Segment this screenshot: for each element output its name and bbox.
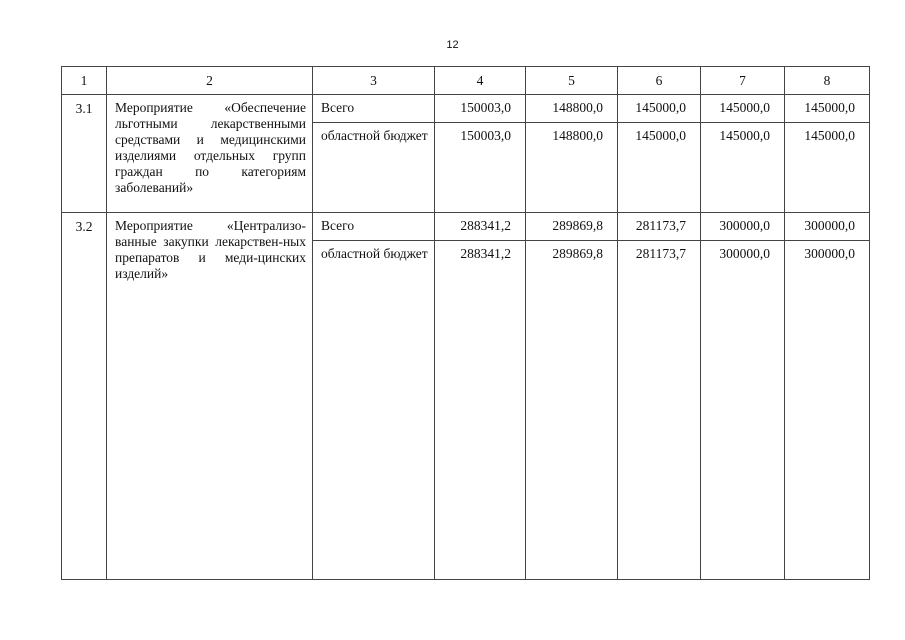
value-cell: 145000,0 bbox=[618, 95, 701, 123]
value-cell: 145000,0 bbox=[785, 95, 870, 123]
value-cell: 145000,0 bbox=[701, 123, 785, 213]
value-cell: 288341,2 bbox=[435, 213, 526, 241]
col-header-6: 6 bbox=[618, 67, 701, 95]
funding-source: Всего bbox=[313, 213, 435, 241]
row-number: 3.2 bbox=[62, 213, 107, 287]
value-cell: 300000,0 bbox=[701, 213, 785, 241]
row-description: Мероприятие «Обеспечение льготными лекарственными средствами и медицинскими изделиями отдельных групп граждан по категориям заболеваний» bbox=[107, 95, 313, 213]
col-header-8: 8 bbox=[785, 67, 870, 95]
table-row bbox=[62, 213, 870, 241]
row-description: Мероприятие «Централизо-ванные закупки лекарствен-ных препаратов и меди-цинских изделий» bbox=[107, 213, 313, 287]
value-cell: 145000,0 bbox=[701, 95, 785, 123]
value-cell: 145000,0 bbox=[785, 123, 870, 213]
value-cell: 289869,8 bbox=[526, 241, 618, 287]
funding-source: Всего bbox=[313, 95, 435, 123]
table-row bbox=[62, 95, 870, 123]
col-header-1: 1 bbox=[62, 67, 107, 95]
funding-source: областной бюджет bbox=[313, 241, 435, 287]
col-header-4: 4 bbox=[435, 67, 526, 95]
program-table bbox=[61, 66, 870, 580]
value-cell: 300000,0 bbox=[785, 241, 870, 287]
value-cell: 148800,0 bbox=[526, 123, 618, 213]
value-cell: 289869,8 bbox=[526, 213, 618, 241]
value-cell: 148800,0 bbox=[526, 95, 618, 123]
value-cell: 300000,0 bbox=[701, 241, 785, 287]
value-cell: 300000,0 bbox=[785, 213, 870, 241]
value-cell: 281173,7 bbox=[618, 213, 701, 241]
value-cell: 150003,0 bbox=[435, 123, 526, 213]
funding-source: областной бюджет bbox=[313, 123, 435, 213]
col-header-7: 7 bbox=[701, 67, 785, 95]
page-number: 12 bbox=[446, 39, 459, 51]
header-row bbox=[62, 67, 870, 95]
empty-row-space bbox=[62, 286, 870, 580]
value-cell: 281173,7 bbox=[618, 241, 701, 287]
value-cell: 145000,0 bbox=[618, 123, 701, 213]
col-header-5: 5 bbox=[526, 67, 618, 95]
value-cell: 150003,0 bbox=[435, 95, 526, 123]
col-header-2: 2 bbox=[107, 67, 313, 95]
row-number: 3.1 bbox=[62, 95, 107, 213]
value-cell: 288341,2 bbox=[435, 241, 526, 287]
col-header-3: 3 bbox=[313, 67, 435, 95]
